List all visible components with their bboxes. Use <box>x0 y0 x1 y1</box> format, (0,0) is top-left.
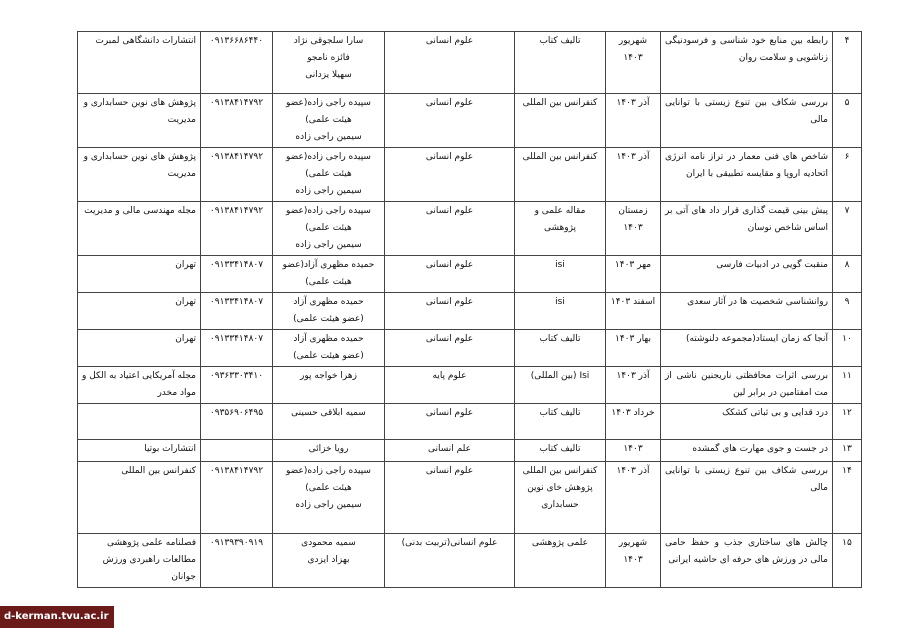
title-cell: منقبت گویی در ادبیات فارسی <box>661 256 833 293</box>
field-cell: علوم پایه <box>385 367 515 404</box>
row-number: ۱۱ <box>833 367 862 404</box>
author-line: سهیلا یزدانی <box>305 70 352 80</box>
title-cell: در جست و جوی مهارت های گمشده <box>661 440 833 462</box>
phone-cell: ۰۹۱۳۳۴۱۴۸۰۷ <box>201 256 273 293</box>
publisher-cell: تهران <box>78 293 201 330</box>
date-cell: شهریور ۱۴۰۳ <box>606 534 661 588</box>
publisher-cell: فصلنامه علمی پژوهشی مطالعات راهبردی ورزش جوانان <box>78 534 201 588</box>
author-line: هیئت علمی) <box>305 483 352 493</box>
date-cell: مهر ۱۴۰۳ <box>606 256 661 293</box>
author-line: هیئت علمی) <box>305 223 352 233</box>
table-body <box>78 32 862 588</box>
row-number: ۷ <box>833 202 862 256</box>
author-line: سمیه ابلاقی حسینی <box>291 408 366 418</box>
authors-cell <box>273 293 385 330</box>
date-cell: آذر ۱۴۰۳ <box>606 462 661 534</box>
author-line: رویا خزائی <box>308 444 349 454</box>
publisher-cell: کنفرانس بین المللی <box>78 462 201 534</box>
table-row <box>78 330 862 367</box>
type-cell: کنفرانس بین المللی <box>515 148 606 202</box>
date-cell: اسفند ۱۴۰۳ <box>606 293 661 330</box>
author-line: هیئت علمی) <box>305 277 352 287</box>
field-cell: علوم انسانی <box>385 148 515 202</box>
field-cell: علوم انسانی <box>385 32 515 94</box>
type-cell: تالیف کتاب <box>515 404 606 440</box>
author-line: هیئت علمی) <box>305 169 352 179</box>
author-line: سیمین راجی زاده <box>295 240 362 250</box>
row-number: ۱۵ <box>833 534 862 588</box>
phone-cell: ۰۹۱۳۶۶۸۶۴۴۰ <box>201 32 273 94</box>
authors-cell <box>273 462 385 534</box>
publisher-cell: مجله آمریکایی اعتیاد به الکل و مواد مخدر <box>78 367 201 404</box>
authors-cell <box>273 202 385 256</box>
date-cell: زمستان ۱۴۰۳ <box>606 202 661 256</box>
title-cell: پیش بینی قیمت گذاری قرار داد های آتی بر اساس شاخص نوسان <box>661 202 833 256</box>
author-line: سپیده راجی زاده(عضو <box>286 98 371 108</box>
row-number: ۵ <box>833 94 862 148</box>
table-row <box>78 202 862 256</box>
title-cell: چالش های ساختاری جذب و حفظ حامی مالی در ورزش های حرفه ای حاشیه ایرانی <box>661 534 833 588</box>
publisher-cell: پژوهش های نوین حسابداری و مدیریت <box>78 94 201 148</box>
field-cell: علوم انسانی <box>385 256 515 293</box>
author-line: حمیده مظهری آزاد <box>293 334 364 344</box>
type-cell: isi <box>515 293 606 330</box>
phone-cell: ۰۹۱۳۸۴۱۴۷۹۲ <box>201 202 273 256</box>
author-line: فائزه نامجو <box>307 53 350 63</box>
phone-cell: ۰۹۳۵۶۹۰۶۴۹۵ <box>201 404 273 440</box>
phone-cell: ۰۹۱۳۹۳۹۰۹۱۹ <box>201 534 273 588</box>
date-cell: آذر ۱۴۰۳ <box>606 367 661 404</box>
row-number: ۱۲ <box>833 404 862 440</box>
title-cell: رابطه بین منابع خود شناسی و فرسودنیگی زناشویی و سلامت روان <box>661 32 833 94</box>
authors-cell <box>273 32 385 94</box>
field-cell: علوم انسانی <box>385 462 515 534</box>
publisher-cell: انتشارات بوتیا <box>78 440 201 462</box>
author-line: (عضو هیئت علمی) <box>293 351 364 361</box>
date-cell: ۱۴۰۳ <box>606 440 661 462</box>
date-cell: شهریور ۱۴۰۳ <box>606 32 661 94</box>
author-line: زهرا خواجه پور <box>300 371 357 381</box>
authors-cell <box>273 330 385 367</box>
type-cell: علمی پژوهشی <box>515 534 606 588</box>
author-line: بهزاد ایزدی <box>307 555 350 565</box>
publications-table <box>77 31 862 588</box>
phone-cell: ۰۹۱۳۸۴۱۴۷۹۲ <box>201 148 273 202</box>
table-row <box>78 404 862 440</box>
author-line: سمیه محمودی <box>301 538 356 548</box>
field-cell: علوم انسانی <box>385 94 515 148</box>
type-cell: تالیف کتاب <box>515 440 606 462</box>
date-cell: بهار ۱۴۰۳ <box>606 330 661 367</box>
publisher-cell: پژوهش های نوین حسابداری و مدیریت <box>78 148 201 202</box>
author-line: سارا سلجوقی نژاد <box>293 36 364 46</box>
author-line: سیمین راجی زاده <box>295 132 362 142</box>
author-line: سپیده راجی زاده(عضو <box>286 152 371 162</box>
table-row <box>78 94 862 148</box>
site-url-footer[interactable]: d-kerman.tvu.ac.ir <box>0 606 114 628</box>
table-row <box>78 534 862 588</box>
row-number: ۶ <box>833 148 862 202</box>
type-cell: isi <box>515 256 606 293</box>
phone-cell: ۰۹۱۳۸۴۱۴۷۹۲ <box>201 94 273 148</box>
type-cell: Isi (بین المللی) <box>515 367 606 404</box>
title-cell: آنجا که زمان ایستاد(مجموعه دلنوشته) <box>661 330 833 367</box>
authors-cell <box>273 367 385 404</box>
publisher-cell: انتشارات دانشگاهی لمبرت <box>78 32 201 94</box>
publisher-cell: تهران <box>78 330 201 367</box>
author-line: هیئت علمی) <box>305 115 352 125</box>
title-cell: روانشناسی شخصیت ها در آثار سعدی <box>661 293 833 330</box>
field-cell: علوم انسانی <box>385 404 515 440</box>
date-cell: آذر ۱۴۰۳ <box>606 94 661 148</box>
authors-cell <box>273 94 385 148</box>
row-number: ۸ <box>833 256 862 293</box>
type-cell: تالیف کتاب <box>515 32 606 94</box>
row-number: ۴ <box>833 32 862 94</box>
author-line: حمیده مظهری آزاد <box>293 297 364 307</box>
title-cell: شاخص های فنی معمار در تراز نامه انرژی اتحادیه اروپا و مقایسه تطبیقی با ایران <box>661 148 833 202</box>
type-cell: مقاله علمی و پژوهشی <box>515 202 606 256</box>
table-row <box>78 367 862 404</box>
title-cell: بررسی اثرات محافظتی ناریجنین ناشی از مت امفتامین در برابر لین <box>661 367 833 404</box>
title-cell: بررسی شکاف بین تنوع زیستی با توانایی مالی <box>661 462 833 534</box>
date-cell: آذر ۱۴۰۳ <box>606 148 661 202</box>
table-row <box>78 462 862 534</box>
title-cell: بررسی شکاف بین تنوع زیستی با توانایی مالی <box>661 94 833 148</box>
phone-cell: ۰۹۱۳۸۴۱۴۷۹۲ <box>201 462 273 534</box>
author-line: سپیده راجی زاده(عضو <box>286 206 371 216</box>
title-cell: درد قدایی و بی ثباتی کشکک <box>661 404 833 440</box>
author-line: حمیده مظهری آزاد(عضو <box>282 260 375 270</box>
phone-cell: ۰۹۳۶۳۳۰۳۴۱۰ <box>201 367 273 404</box>
authors-cell <box>273 148 385 202</box>
phone-cell: ۰۹۱۳۳۴۱۴۸۰۷ <box>201 330 273 367</box>
field-cell: علوم انسانی <box>385 202 515 256</box>
type-cell: کنفرانس بین المللی <box>515 94 606 148</box>
field-cell: علوم انسانی <box>385 293 515 330</box>
type-cell: تالیف کتاب <box>515 330 606 367</box>
author-line: سپیده راجی زاده(عضو <box>286 466 371 476</box>
field-cell: علوم انسانی <box>385 330 515 367</box>
table-row <box>78 256 862 293</box>
table-row <box>78 440 862 462</box>
field-cell: علوم انسانی(تربیت بدنی) <box>385 534 515 588</box>
table-row <box>78 32 862 94</box>
row-number: ۱۳ <box>833 440 862 462</box>
publisher-cell: مجله مهندسی مالی و مدیریت <box>78 202 201 256</box>
authors-cell <box>273 256 385 293</box>
author-line: (عضو هیئت علمی) <box>293 314 364 324</box>
row-number: ۱۰ <box>833 330 862 367</box>
type-cell: کنفرانس بین المللی پژوهش خای نوین حسابداری <box>515 462 606 534</box>
row-number: ۱۴ <box>833 462 862 534</box>
author-line: سیمین راجی زاده <box>295 500 362 510</box>
field-cell: علم انسانی <box>385 440 515 462</box>
authors-cell <box>273 440 385 462</box>
author-line: سیمین راجی زاده <box>295 186 362 196</box>
table-row <box>78 293 862 330</box>
publisher-cell <box>78 404 201 440</box>
phone-cell: ۰۹۱۳۳۴۱۴۸۰۷ <box>201 293 273 330</box>
row-number: ۹ <box>833 293 862 330</box>
date-cell: خرداد ۱۴۰۳ <box>606 404 661 440</box>
phone-cell <box>201 440 273 462</box>
authors-cell <box>273 404 385 440</box>
authors-cell <box>273 534 385 588</box>
table-row <box>78 148 862 202</box>
publisher-cell: تهران <box>78 256 201 293</box>
